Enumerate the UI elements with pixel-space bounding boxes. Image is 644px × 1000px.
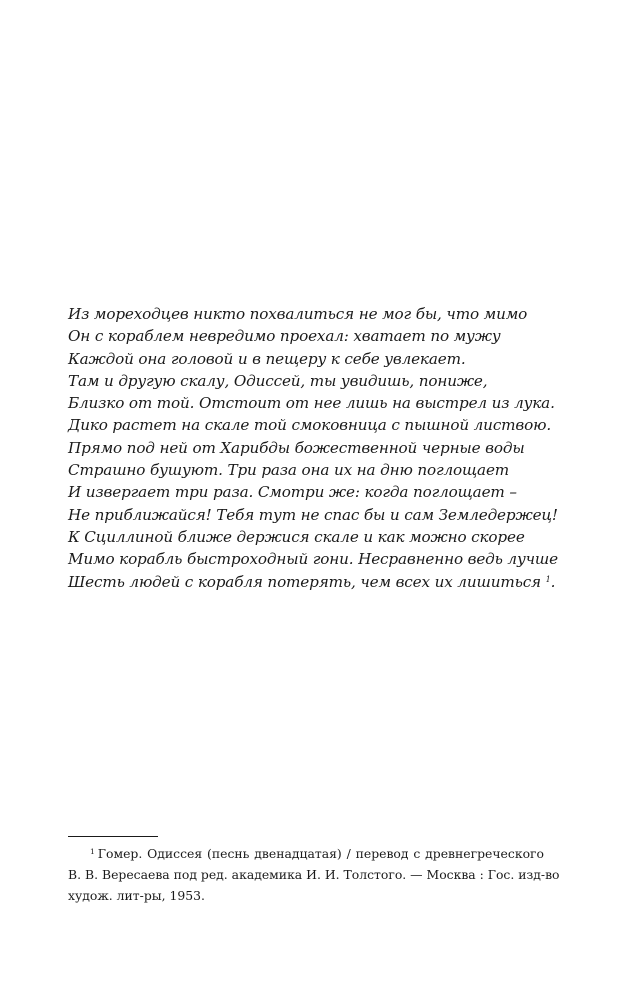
footnote-line: В. В. Вересаева под ред. академика И. И. Толстого. — Москва : Гос. изд-во (68, 867, 560, 882)
poem-line: Там и другую скалу, Одиссей, ты увидишь, пониже, (68, 371, 488, 390)
poem-line: Близко от той. Отстоит от нее лишь на выстрел из лука. (68, 394, 555, 413)
poem-final-punctuation: . (550, 572, 556, 591)
poem-line: Страшно бушуют. Три раза она их на дню поглощает (68, 461, 510, 480)
footnote-number: 1 (90, 847, 95, 856)
poem-line: Он с кораблем невредимо проехал: хватает по мужу (68, 327, 501, 346)
poem-block (68, 303, 588, 593)
poem-line: Каждой она головой и в пещеру к себе увлекает. (68, 349, 466, 368)
poem-last-line (68, 571, 588, 593)
poem-line: Не приближайся! Тебя тут не спас бы и сам Земледержец! (68, 505, 558, 524)
footnote-line: худож. лит-ры, 1953. (68, 888, 205, 903)
footnote (68, 843, 560, 906)
poem-line: Из мореходцев никто похвалиться не мог бы, что мимо (68, 305, 528, 323)
poem-line: Прямо под ней от Харибды божественной черные воды (68, 438, 525, 457)
footnote-reference[interactable]: 1 (545, 574, 551, 584)
poem-line: И извергает три раза. Смотри же: когда поглощает – (68, 483, 517, 502)
footnote-text: Гомер. Одиссея (песнь двенадцатая) / перевод с древнегреческого (97, 846, 544, 861)
poem-line-text: Шесть людей с корабля потерять, чем всех их лишиться (68, 572, 541, 591)
poem-line: Дико растет на скале той смоковница с пышной листвою. (68, 416, 552, 435)
footnote-line (68, 843, 544, 864)
poem-line: Мимо корабль быстроходный гони. Несравненно ведь лучше (68, 550, 558, 569)
footnote-separator (68, 836, 158, 837)
poem-line: К Сциллиной ближе держися скале и как можно скорее (68, 527, 525, 546)
